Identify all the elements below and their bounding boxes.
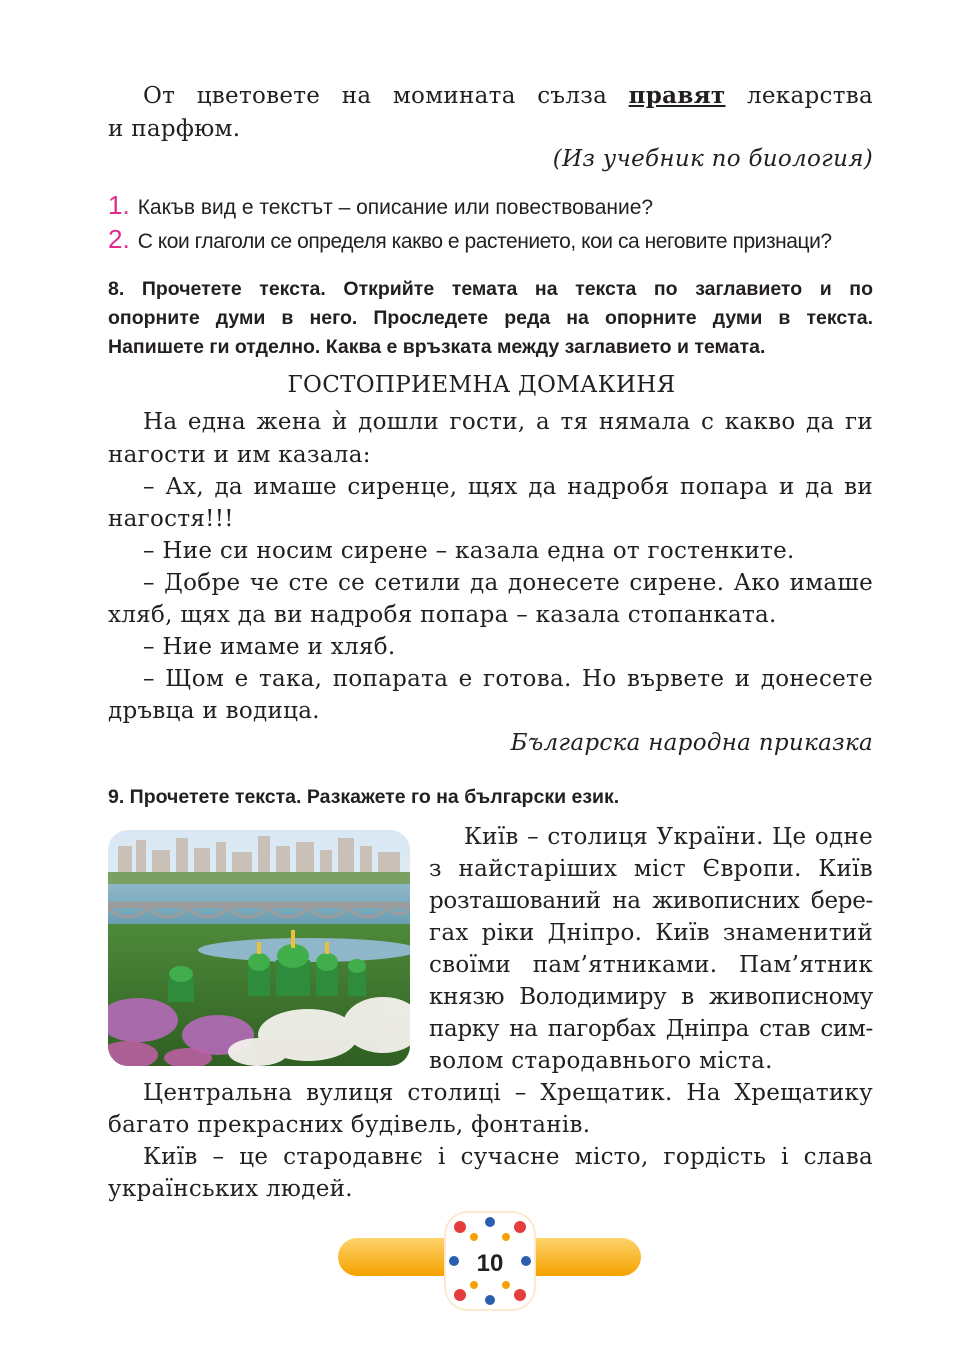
task8-line-2: опорните думи в него. Проследете реда на опорните думи в текста. <box>108 307 873 329</box>
intro-line-2: и парфюм. <box>108 116 241 142</box>
story-line: хляб, щях да ви надробя попара – казала стопанката. <box>108 602 777 628</box>
intro-text-a: От цветовете на момината сълза <box>143 83 608 109</box>
question-number: 2. <box>108 224 130 254</box>
kyiv-line: багато прекрасних будівель, фонтанів. <box>108 1112 591 1138</box>
story-line: – Ние си носим сирене – казала една от гостенките. <box>143 538 795 564</box>
intro-source: (Из учебник по биология) <box>552 146 873 172</box>
page-number: 10 <box>470 1244 510 1284</box>
kyiv-line: Київ – це стародавнє і сучасне місто, гордість і слава <box>143 1144 873 1170</box>
story-title: ГОСТОПРИЕМНА ДОМАКИНЯ <box>287 372 676 398</box>
story-line: – Добре че сте се сетили да донесете сирене. Ако имаше <box>143 570 873 596</box>
story-line: дръвца и водица. <box>108 698 320 724</box>
kyiv-line: своїми пам’ятниками. Пам’ятник <box>429 952 873 978</box>
kyiv-line: гах ріки Дніпро. Київ знаменитий <box>429 920 873 946</box>
story-line: – Ние имаме и хляб. <box>143 634 396 660</box>
question-1 <box>108 190 653 221</box>
question-text: С кои глаголи се определя какво е растението, кои са неговите признаци? <box>137 230 832 253</box>
kyiv-line: волом стародавнього міста. <box>429 1048 773 1074</box>
kyiv-line: парку на пагорбах Дніпра став сим- <box>429 1016 873 1042</box>
story-line: На една жена ѝ дошли гости, а тя нямала с какво да ги <box>143 409 873 435</box>
question-text: Какъв вид е текстът – описание или повествование? <box>137 196 654 219</box>
intro-underlined-verb: правят <box>628 82 726 109</box>
kyiv-line: Центральна вулиця столиці – Хрещатик. На Хрещатику <box>143 1080 873 1106</box>
question-number: 1. <box>108 190 130 220</box>
story-line: – Ах, да имаше сиренце, щях да надробя попара и да ви <box>143 474 873 500</box>
task9-heading: 9. Прочетете текста. Разкажете го на български език. <box>108 786 620 808</box>
kyiv-line: українських людей. <box>108 1176 353 1202</box>
story-line: – Щом е така, попарата е готова. Но вървете и донесете <box>143 666 873 692</box>
story-line: нагости и им казала: <box>108 442 371 468</box>
kyiv-line: князю Володимиру в живописному <box>429 984 873 1010</box>
kyiv-line: з найстаріших міст Європи. Київ <box>429 856 873 882</box>
kyiv-photo <box>108 830 410 1066</box>
kyiv-line: Київ – столиця України. Це одне <box>464 824 873 850</box>
question-2 <box>108 224 832 255</box>
story-source: Българска народна приказка <box>510 730 873 756</box>
intro-text-c: лекарства <box>746 83 873 109</box>
task8-line-1: 8. Прочетете текста. Открийте темата на текста по заглавието и по <box>108 278 873 300</box>
task8-line-3: Напишете ги отделно. Каква е връзката между заглавието и темата. <box>108 336 766 358</box>
story-line: нагостя!!! <box>108 506 234 532</box>
intro-line-1 <box>143 82 873 109</box>
kyiv-line: розташований на живописних бере- <box>429 888 873 914</box>
